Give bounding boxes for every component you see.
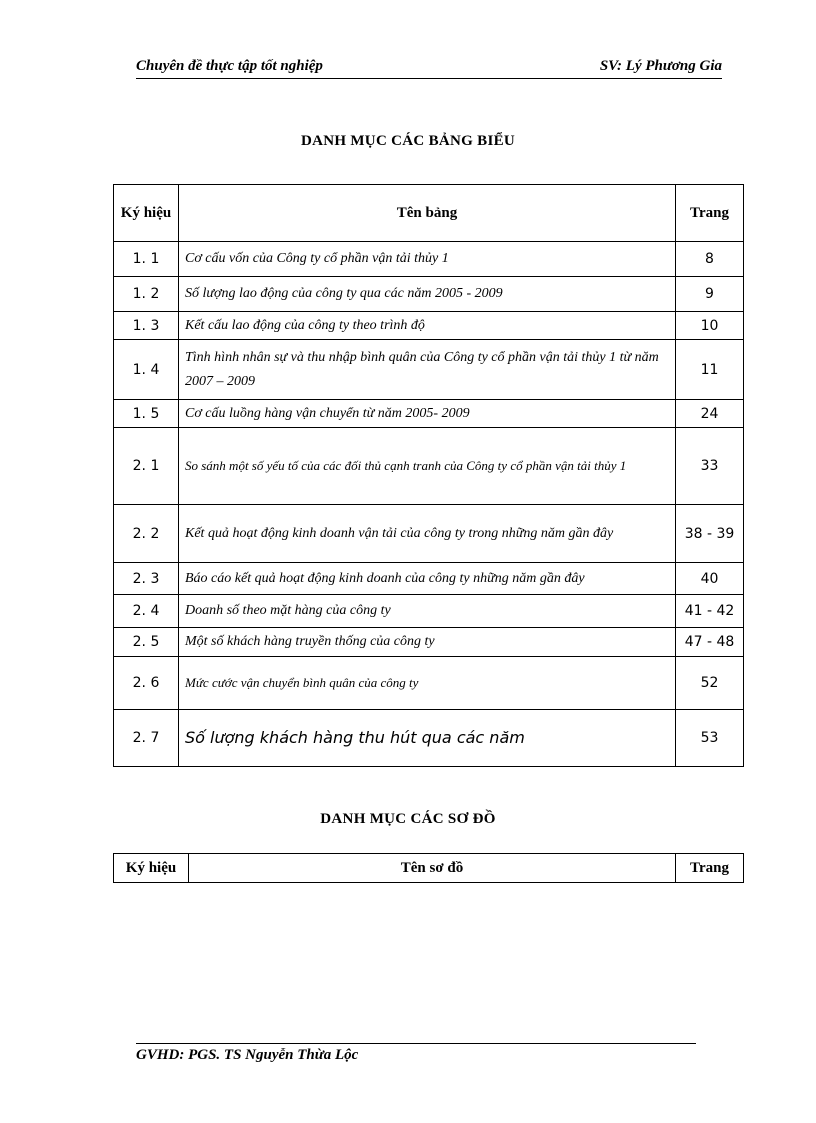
row-page: 38 - 39	[676, 505, 744, 563]
column-header-page: Trang	[676, 854, 744, 883]
row-name: Báo cáo kết quả hoạt động kinh doanh của công ty những năm gần đây	[179, 563, 676, 595]
row-id: 2. 3	[114, 563, 179, 595]
row-name: Số lượng khách hàng thu hút qua các năm	[179, 710, 676, 767]
row-name: Tình hình nhân sự và thu nhập bình quân của Công ty cổ phần vận tải thủy 1 từ năm 2007 – 2009	[179, 340, 676, 400]
row-name: Mức cước vận chuyển bình quân của công ty	[179, 657, 676, 710]
table-row	[114, 710, 744, 767]
table-row	[114, 657, 744, 710]
row-name: Doanh số theo mặt hàng của công ty	[179, 595, 676, 628]
column-header-name: Tên sơ đồ	[189, 854, 676, 883]
row-id: 1. 3	[114, 312, 179, 340]
table-row	[114, 428, 744, 505]
row-page: 8	[676, 242, 744, 277]
row-page: 33	[676, 428, 744, 505]
diagrams-list-table	[113, 853, 744, 883]
row-id: 1. 1	[114, 242, 179, 277]
table-row	[114, 277, 744, 312]
table-row	[114, 505, 744, 563]
row-page: 40	[676, 563, 744, 595]
row-id: 2. 6	[114, 657, 179, 710]
page-header	[136, 58, 722, 79]
row-id: 2. 4	[114, 595, 179, 628]
row-name: Số lượng lao động của công ty qua các năm 2005 - 2009	[179, 277, 676, 312]
table-row	[114, 563, 744, 595]
row-name: So sánh một số yếu tố của các đối thủ cạnh tranh của Công ty cổ phần vận tải thủy 1	[179, 428, 676, 505]
row-name: Kết quả hoạt động kinh doanh vận tải của công ty trong những năm gần đây	[179, 505, 676, 563]
tables-list-table	[113, 184, 744, 767]
row-name: Một số khách hàng truyền thống của công ty	[179, 628, 676, 657]
table-header-row	[114, 854, 744, 883]
row-page: 47 - 48	[676, 628, 744, 657]
diagrams-list-title: DANH MỤC CÁC SƠ ĐỒ	[320, 811, 496, 827]
footer-supervisor: GVHD: PGS. TS Nguyễn Thừa Lộc	[136, 1047, 359, 1063]
row-id: 1. 5	[114, 400, 179, 428]
header-document-type: Chuyên đề thực tập tốt nghiệp	[136, 58, 323, 74]
table-header-row	[114, 185, 744, 242]
footer-divider	[136, 1043, 696, 1044]
table-row	[114, 242, 744, 277]
row-id: 2. 2	[114, 505, 179, 563]
table-row	[114, 628, 744, 657]
table-row	[114, 312, 744, 340]
row-page: 9	[676, 277, 744, 312]
row-page: 53	[676, 710, 744, 767]
table-row	[114, 400, 744, 428]
row-page: 11	[676, 340, 744, 400]
row-id: 1. 2	[114, 277, 179, 312]
row-id: 2. 1	[114, 428, 179, 505]
tables-list-title: DANH MỤC CÁC BẢNG BIỂU	[300, 133, 516, 149]
row-page: 10	[676, 312, 744, 340]
table-row	[114, 595, 744, 628]
column-header-name: Tên bảng	[179, 185, 676, 242]
column-header-id: Ký hiệu	[114, 185, 179, 242]
header-student-name: SV: Lý Phương Gia	[599, 58, 722, 74]
row-id: 1. 4	[114, 340, 179, 400]
column-header-page: Trang	[676, 185, 744, 242]
row-name: Cơ cấu vốn của Công ty cổ phần vận tải thủy 1	[179, 242, 676, 277]
row-id: 2. 7	[114, 710, 179, 767]
row-name: Kết cấu lao động của công ty theo trình độ	[179, 312, 676, 340]
column-header-id: Ký hiệu	[114, 854, 189, 883]
row-page: 24	[676, 400, 744, 428]
row-page: 41 - 42	[676, 595, 744, 628]
row-page: 52	[676, 657, 744, 710]
table-row	[114, 340, 744, 400]
row-name: Cơ cấu luồng hàng vận chuyển từ năm 2005- 2009	[179, 400, 676, 428]
row-id: 2. 5	[114, 628, 179, 657]
